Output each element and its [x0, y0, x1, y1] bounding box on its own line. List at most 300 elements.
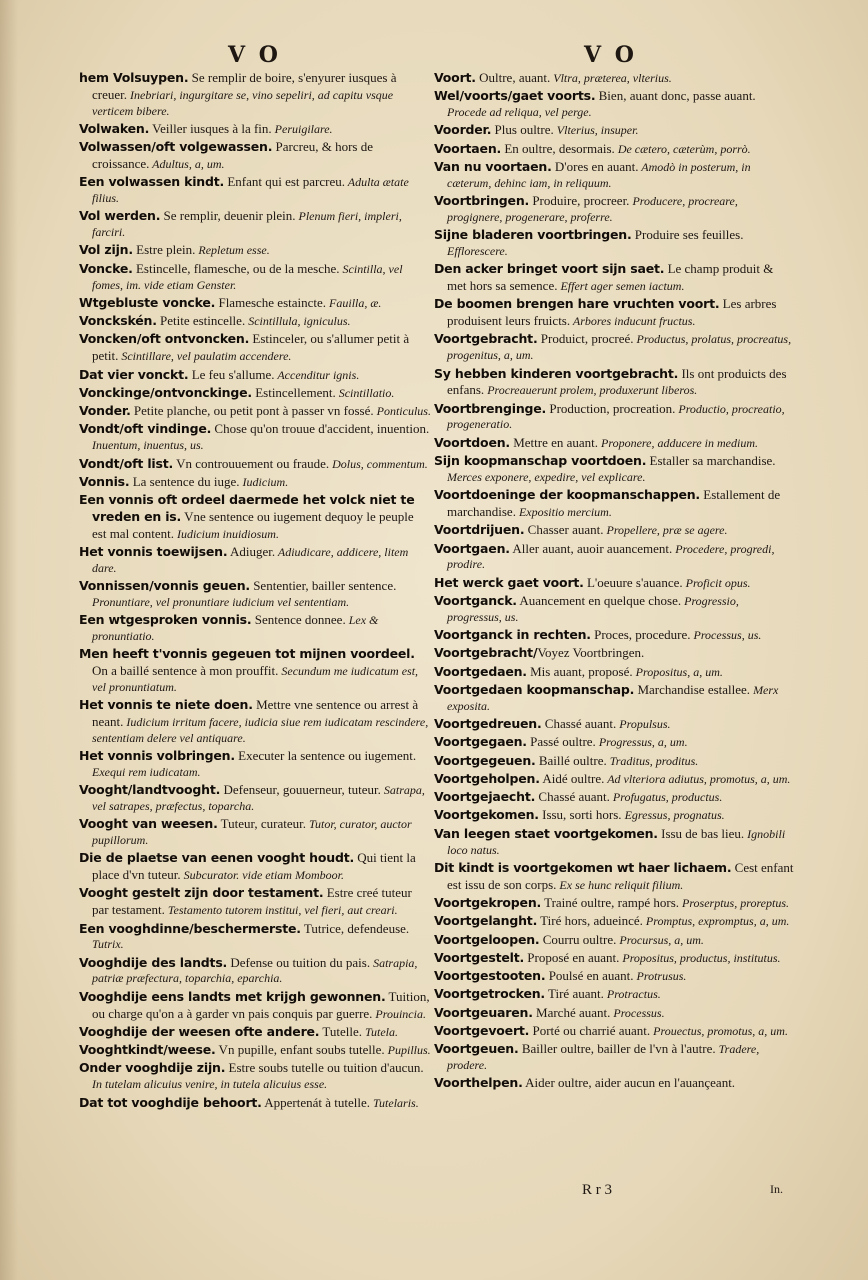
french-gloss: Plus oultre.: [491, 122, 554, 138]
latin-gloss: Propulsus.: [616, 716, 671, 731]
french-gloss: Estaller sa marchandise.: [646, 453, 776, 469]
french-gloss: Sententier, bailler sentence.: [249, 578, 397, 594]
french-gloss: Petite estincelle.: [156, 313, 246, 329]
dictionary-entry: [79, 646, 431, 695]
headword: Voorder.: [434, 122, 492, 138]
latin-gloss: Adiudicare, addicere, litem dare.: [92, 545, 409, 575]
french-gloss: Oultre, auant.: [475, 70, 551, 85]
latin-gloss: Procreauerunt prolem, produxerunt liberos.: [484, 383, 698, 398]
latin-gloss: Testamento tutorem institui, vel fieri, aut creari.: [164, 903, 398, 918]
latin-gloss: Ex se hunc reliquit filium.: [556, 877, 684, 892]
dictionary-entry: [434, 541, 796, 574]
french-gloss: Poulsé en auant.: [545, 968, 634, 984]
french-gloss: Production, procreation.: [546, 400, 676, 416]
dictionary-entry: [434, 159, 796, 192]
catchword: In.: [770, 1182, 783, 1196]
headword: Voortgebracht.: [434, 331, 538, 347]
latin-gloss: Expositio mercium.: [515, 504, 612, 519]
french-gloss: Veiller iusques à la fin.: [149, 120, 272, 136]
headword: Dit kindt is voortgekomen wt haer lichaem.: [434, 859, 732, 875]
headword: Een volwassen kindt.: [79, 174, 225, 190]
right-column: [434, 70, 796, 1094]
dictionary-entry: [79, 921, 431, 954]
dictionary-entry: [79, 474, 431, 491]
dictionary-entry: [79, 313, 431, 330]
dictionary-entry: [434, 401, 796, 434]
latin-gloss: Iudicium irritum facere, iudicia siue rem iudicatam rescindere, sententiam delere vel antiquare.: [92, 714, 429, 745]
latin-gloss: Accenditur ignis.: [274, 367, 360, 382]
french-gloss: Marchandise estallee.: [634, 681, 751, 697]
french-gloss: Produire ses feuilles.: [631, 227, 744, 243]
headword: Vooght van weesen.: [79, 816, 218, 832]
french-gloss: Adiuger.: [227, 544, 276, 560]
headword: Voortgejaecht.: [434, 789, 536, 805]
french-gloss: Aller auant, auoir auancement.: [509, 540, 673, 556]
dictionary-entry: [434, 932, 796, 949]
headword: Vonckinge/ontvonckinge.: [79, 384, 252, 400]
latin-gloss: Lex & pronuntiatio.: [92, 613, 379, 643]
latin-gloss: Tutor, curator, auctor pupillorum.: [92, 817, 412, 848]
headword: Van leegen staet voortgekomen.: [434, 825, 658, 841]
headword: Voortgekomen.: [434, 807, 539, 823]
french-gloss: Tiré hors, adueincé.: [537, 913, 643, 929]
french-gloss: Parcreu, & hors de croissance.: [92, 139, 373, 171]
headword: Een wtgesproken vonnis.: [79, 612, 252, 628]
french-gloss: Flamesche estaincte.: [215, 294, 327, 310]
dictionary-entry: [79, 1042, 431, 1059]
french-gloss: Les arbres produisent leurs fruicts.: [447, 296, 777, 329]
french-gloss: Issu de bas lieu.: [657, 825, 745, 841]
dictionary-entry: [434, 664, 796, 681]
latin-gloss: Promptus, expromptus, a, um.: [642, 914, 790, 929]
headword: Vooghtkindt/weese.: [79, 1042, 216, 1058]
latin-gloss: Iudicium inuidiosum.: [173, 526, 279, 541]
french-gloss: Defenseur, gouuerneur, tuteur.: [220, 782, 381, 798]
french-gloss: Le feu s'allume.: [188, 366, 275, 382]
dictionary-entry: [79, 816, 431, 849]
headword: Volwaken.: [79, 120, 150, 136]
latin-gloss: Tradere, prodere.: [447, 1042, 760, 1073]
latin-gloss: Scintilla, vel fomes, im. vide etiam Genster.: [92, 261, 403, 292]
french-gloss: Issu, sorti hors.: [538, 807, 622, 823]
french-gloss: Tutelle.: [319, 1023, 362, 1039]
dictionary-entry: [79, 261, 431, 294]
french-gloss: Aider oultre, aider aucun en l'auançeant.: [522, 1075, 736, 1091]
french-gloss: Se remplir de boire, s'enyurer iusques à creuer.: [92, 70, 397, 102]
headword: Het vonnis volbringen.: [79, 748, 235, 764]
latin-gloss: Merces exponere, expedire, vel explicare.: [447, 469, 646, 484]
french-gloss: Enfant qui est parcreu.: [224, 174, 345, 190]
latin-gloss: Tutrix.: [92, 937, 124, 952]
french-gloss: Auancement en quelque chose.: [516, 592, 682, 608]
latin-gloss: Profugatus, productus.: [609, 790, 723, 805]
dictionary-entry: [79, 174, 431, 207]
dictionary-entry: [79, 612, 431, 645]
headword: Vonnissen/vonnis geuen.: [79, 578, 250, 594]
left-column: [79, 70, 431, 1113]
headword: Sy hebben kinderen voortgebracht.: [434, 365, 679, 381]
latin-gloss: Satrapa, vel satrapes, præfectus, toparcha.: [92, 783, 425, 813]
headword: Die de plaetse van eenen vooght houdt.: [79, 850, 355, 866]
headword: Voncken/oft ontvoncken.: [79, 331, 250, 347]
french-gloss: Tiré auant.: [544, 986, 604, 1002]
headword: Vondt/oft vindinge.: [79, 421, 212, 437]
latin-gloss: Vlterius, insuper.: [553, 123, 639, 138]
headword: Het vonnis toewijsen.: [79, 544, 228, 560]
latin-gloss: Effert ager semen iactum.: [557, 279, 685, 294]
headword: Voortgestelt.: [434, 949, 525, 965]
latin-gloss: Exequi rem iudicatam.: [92, 764, 201, 779]
headword: Dat tot vooghdije behoort.: [79, 1094, 262, 1110]
french-gloss: Aidé oultre.: [539, 770, 605, 786]
headword: Voortganck in rechten.: [434, 627, 591, 642]
headword: Vooght gestelt zijn door testament.: [79, 885, 324, 901]
latin-gloss: Inuentum, inuentus, us.: [92, 438, 204, 453]
french-gloss: Qui tient la place d'vn tuteur.: [92, 850, 416, 883]
latin-gloss: Propositus, a, um.: [632, 664, 723, 679]
headword: Onder vooghdije zijn.: [79, 1060, 226, 1076]
dictionary-entry: [79, 403, 431, 420]
french-gloss: Trainé oultre, rampé hors.: [541, 894, 679, 910]
dictionary-entry: [79, 456, 431, 473]
latin-gloss: Vltra, præterea, vlterius.: [550, 71, 672, 85]
french-gloss: Se remplir, deuenir plein.: [160, 208, 296, 224]
headword: Voortgeholpen.: [434, 770, 540, 786]
dictionary-entry: [79, 544, 431, 577]
latin-gloss: Subcurator. vide etiam Momboor.: [180, 868, 344, 883]
latin-gloss: Ad vlteriora adiutus, promotus, a, um.: [604, 771, 791, 786]
dictionary-entry: [79, 331, 431, 365]
dictionary-entry: [434, 860, 796, 894]
dictionary-entry: [434, 487, 796, 521]
dictionary-entry: [79, 367, 431, 384]
headword: Vol werden.: [79, 208, 161, 224]
headword: Voortbrenginge.: [434, 400, 547, 416]
dictionary-entry: [434, 122, 796, 139]
french-gloss: Petite planche, ou petit pont à passer vn fossé.: [130, 403, 374, 419]
headword: Vooghdije eens landts met krijgh gewonnen.: [79, 988, 386, 1004]
french-gloss: Tuteur, curateur.: [217, 816, 306, 832]
latin-gloss: Adulta ætate filius.: [92, 175, 409, 206]
dictionary-entry: [434, 88, 796, 121]
french-gloss: La sentence du iuge.: [129, 473, 240, 489]
latin-gloss: Propositus, productus, institutus.: [619, 950, 781, 965]
dictionary-entry: [79, 492, 431, 542]
latin-gloss: Processus.: [610, 1005, 665, 1020]
latin-gloss: Satrapia, patriæ præfectura, toparchia, eparchia.: [92, 955, 418, 986]
headword: Vonnis.: [79, 473, 130, 489]
headword: Voort.: [434, 70, 476, 85]
dictionary-entry: [79, 1095, 431, 1112]
headword: Sijne bladeren voortbringen.: [434, 227, 632, 243]
french-gloss: Tuition, ou charge qu'on a à garder vn pais conquis par guerre.: [92, 988, 430, 1021]
french-gloss: Courru oultre.: [539, 931, 617, 947]
latin-gloss: Propellere, præ se agere.: [603, 523, 728, 538]
dictionary-entry: [434, 1075, 796, 1092]
headword: Wel/voorts/gaet voorts.: [434, 88, 596, 104]
latin-gloss: Adultus, a, um.: [149, 156, 225, 171]
headword: Voortgestooten.: [434, 968, 546, 984]
latin-gloss: Processus, us.: [690, 628, 762, 642]
french-gloss: Marché auant.: [532, 1004, 611, 1020]
french-gloss: Baillé oultre.: [535, 752, 607, 768]
dictionary-entry: [434, 895, 796, 912]
dictionary-entry: [434, 435, 796, 452]
french-gloss: Produire, procreer.: [529, 193, 630, 209]
latin-gloss: Procursus, a, um.: [616, 932, 704, 947]
headword: Vooghdije des landts.: [79, 954, 228, 970]
latin-gloss: Arbores inducunt fructus.: [570, 314, 696, 329]
headword: Vondt/oft list.: [79, 455, 174, 471]
latin-gloss: Pupillus.: [384, 1043, 431, 1058]
french-gloss: Voyez Voortbringen.: [537, 645, 645, 661]
latin-gloss: Ignobili loco natus.: [447, 826, 786, 857]
french-gloss: Sentence donnee.: [251, 612, 346, 628]
headword: Van nu voortaen.: [434, 158, 552, 174]
latin-gloss: Repletum esse.: [195, 243, 270, 258]
dictionary-entry: [434, 193, 796, 226]
dictionary-entry: [79, 782, 431, 815]
headword: Volwassen/oft volgewassen.: [79, 139, 273, 155]
dictionary-entry: [79, 850, 431, 884]
dictionary-entry: [434, 593, 796, 626]
headword: Voortganck.: [434, 592, 517, 608]
headword: Een vooghdinne/beschermerste.: [79, 920, 301, 936]
french-gloss: Vn pupille, enfant soubs tutelle.: [215, 1042, 385, 1058]
french-gloss: Bailler oultre, bailler de l'vn à l'autre.: [518, 1041, 716, 1057]
french-gloss: Estre soubs tutelle ou tuition d'aucun.: [225, 1060, 424, 1076]
dictionary-entry: [434, 522, 796, 539]
latin-gloss: De cætero, cæterùm, porrò.: [614, 141, 751, 156]
dictionary-entry: [434, 807, 796, 824]
french-gloss: Chassé auant.: [535, 789, 610, 805]
french-gloss: Passé oultre.: [526, 734, 596, 750]
french-gloss: On a baillé sentence à mon prouffit.: [92, 663, 279, 679]
latin-gloss: Proficit opus.: [682, 575, 751, 590]
latin-gloss: Protrusus.: [633, 969, 687, 984]
signature-mark: R r 3: [582, 1182, 612, 1198]
latin-gloss: Dolus, commentum.: [329, 456, 428, 471]
french-gloss: Cest enfant est issu de son corps.: [447, 859, 794, 892]
headword: Vonckskén.: [79, 313, 157, 329]
dictionary-entry: [434, 1005, 796, 1022]
headword: Voortgeuaren.: [434, 1004, 533, 1020]
dictionary-entry: [434, 950, 796, 967]
french-gloss: L'oeuure s'auance.: [583, 574, 683, 590]
latin-gloss: Fauilla, æ.: [326, 295, 382, 310]
dictionary-entry: [79, 208, 431, 241]
french-gloss: Tutrice, defendeuse.: [300, 920, 410, 936]
dictionary-entry: [79, 121, 431, 138]
dictionary-entry: [434, 331, 796, 364]
headword: De boomen brengen hare vruchten voort.: [434, 296, 720, 312]
binding-shadow: [0, 0, 18, 1280]
dictionary-entry: [79, 70, 431, 119]
dictionary-entry: [434, 227, 796, 260]
latin-gloss: Plenum fieri, impleri, farciri.: [92, 209, 402, 240]
headword: Voortdoeninge der koopmanschappen.: [434, 487, 700, 503]
latin-gloss: Inebriari, ingurgitare se, vino sepeliri, ad capitu vsque verticem bibere.: [92, 87, 394, 118]
dictionary-entry: [434, 1041, 796, 1074]
header-right: V O: [584, 42, 637, 68]
french-gloss: Mis auant, proposé.: [526, 663, 633, 679]
headword: Voortgebracht/: [434, 645, 538, 661]
french-gloss: Estincellement.: [251, 384, 336, 400]
headword: Vonder.: [79, 403, 131, 419]
latin-gloss: Pronuntiare, vel pronuntiare iudicium vel sententiam.: [92, 594, 350, 609]
headword: Voortdoen.: [434, 434, 510, 450]
latin-gloss: Progressus, a, um.: [595, 735, 688, 750]
french-gloss: Vn controuuement ou fraude.: [173, 455, 330, 471]
latin-gloss: Procede ad reliqua, vel perge.: [447, 105, 592, 120]
french-gloss: Mettre en auant.: [509, 434, 599, 450]
french-gloss: Produict, procreé.: [537, 331, 634, 347]
headword: Voortaen.: [434, 140, 502, 156]
latin-gloss: Amodò in posterum, in cæterum, dehinc iam, in reliquum.: [447, 159, 751, 190]
dictionary-entry: [434, 716, 796, 733]
dictionary-entry: [434, 575, 796, 592]
latin-gloss: Egressus, prognatus.: [621, 808, 725, 823]
headword: Het werck gaet voort.: [434, 574, 584, 590]
latin-gloss: Proserptus, proreptus.: [679, 895, 790, 910]
dictionary-entry: [434, 453, 796, 486]
headword: Voortdrijuen.: [434, 522, 525, 538]
latin-gloss: Secundum me iudicatum est, vel pronuntiatum.: [92, 664, 419, 694]
headword: Voortgedaen koopmanschap.: [434, 681, 635, 697]
headword: Dat vier vonckt.: [79, 366, 189, 382]
dictionary-entry: [79, 295, 431, 312]
latin-gloss: Scintillare, vel paulatim accendere.: [118, 349, 292, 364]
latin-gloss: Ponticulus.: [373, 404, 431, 419]
dictionary-entry: [434, 771, 796, 788]
headword: Men heeft t'vonnis gegeuen tot mijnen voordeel.: [79, 646, 415, 662]
french-gloss: Estre creé tuteur par testament.: [92, 885, 412, 918]
latin-gloss: Productio, procreatio, progeneratio.: [447, 401, 785, 432]
headword: Voortgeuen.: [434, 1041, 519, 1057]
dictionary-entry: [434, 826, 796, 859]
latin-gloss: In tutelam alicuius venire, in tutela alicuius esse.: [92, 1077, 328, 1092]
french-gloss: Estre plein.: [132, 242, 196, 258]
french-gloss: Chassé auant.: [541, 715, 617, 731]
headword: Voncke.: [79, 260, 133, 276]
headword: Voortgedaen.: [434, 663, 527, 679]
french-gloss: Chose qu'on trouue d'accident, inuention.: [211, 421, 430, 437]
latin-gloss: Merx exposita.: [447, 682, 779, 713]
headword: Voortgetrocken.: [434, 986, 545, 1002]
headword: Voortbringen.: [434, 193, 530, 209]
headword: Voortgaen.: [434, 540, 510, 556]
french-gloss: D'ores en auant.: [551, 158, 639, 174]
dictionary-entry: [79, 421, 431, 454]
headword: Vooghdije der weesen ofte andere.: [79, 1023, 320, 1039]
headword: Sijn koopmanschap voortdoen.: [434, 453, 647, 469]
latin-gloss: Iudicium.: [239, 474, 289, 489]
french-gloss: Proposé en auant.: [524, 949, 620, 965]
dictionary-entry: [434, 734, 796, 751]
french-gloss: Defense ou tuition du pais.: [227, 954, 371, 970]
french-gloss: Vne sentence ou iugement dequoy le peuple est mal content.: [92, 508, 414, 541]
french-gloss: Estincelle, flamesche, ou de la mesche.: [132, 260, 340, 276]
dictionary-entry: [434, 645, 796, 662]
headword: Voorthelpen.: [434, 1075, 523, 1091]
french-gloss: Appertenát à tutelle.: [261, 1094, 371, 1110]
latin-gloss: Protractus.: [603, 987, 661, 1002]
dictionary-entry: [434, 366, 796, 400]
dictionary-entry: [434, 968, 796, 985]
french-gloss: Proces, procedure.: [590, 627, 691, 642]
header-left: V O: [228, 42, 281, 68]
latin-gloss: Tutela.: [361, 1024, 398, 1039]
latin-gloss: Peruigilare.: [271, 121, 333, 136]
french-gloss: Porté ou charrié auant.: [529, 1023, 651, 1039]
dictionary-entry: [79, 1024, 431, 1041]
dictionary-entry: [434, 261, 796, 295]
latin-gloss: Prouincia.: [372, 1006, 426, 1021]
latin-gloss: Scintillula, igniculus.: [245, 314, 351, 329]
dictionary-entry: [79, 385, 431, 402]
latin-gloss: Productus, prolatus, procreatus, progenitus, a, um.: [447, 332, 792, 363]
dictionary-entry: [434, 627, 796, 644]
headword: Voortgekropen.: [434, 894, 542, 910]
french-gloss: Bien, auant donc, passe auant.: [595, 88, 756, 104]
dictionary-entry: [79, 1060, 431, 1093]
latin-gloss: Procedere, progredi, prodire.: [447, 541, 775, 572]
page-footer: [0, 1182, 868, 1202]
french-gloss: Chasser auant.: [524, 522, 604, 538]
latin-gloss: Progressio, progressus, us.: [447, 593, 739, 624]
french-gloss: Mettre vne sentence ou arrest à neant.: [92, 697, 419, 729]
headword: Een vonnis oft ordeel daermede het volck niet te vreden en is.: [79, 492, 415, 524]
headword: Vooght/landtvooght.: [79, 782, 221, 798]
latin-gloss: Scintillatio.: [335, 385, 395, 400]
latin-gloss: Prouectus, promotus, a, um.: [650, 1024, 788, 1039]
dictionary-entry: [434, 1023, 796, 1040]
dictionary-entry: [79, 955, 431, 988]
dictionary-entry: [79, 989, 431, 1023]
dictionary-entry: [434, 986, 796, 1003]
running-header: [0, 42, 868, 68]
dictionary-entry: [434, 753, 796, 770]
dictionary-entry: [79, 748, 431, 781]
headword: hem Volsuypen.: [79, 70, 189, 85]
dictionary-entry: [434, 913, 796, 930]
headword: Voortgelanght.: [434, 913, 538, 929]
dictionary-entry: [434, 141, 796, 158]
french-gloss: Le champ produit & met hors sa semence.: [447, 261, 774, 294]
latin-gloss: Proponere, adducere in medium.: [598, 435, 759, 450]
french-gloss: Estallement de marchandise.: [447, 487, 781, 519]
latin-gloss: Traditus, proditus.: [606, 753, 699, 768]
headword: Voortgeloopen.: [434, 931, 540, 947]
latin-gloss: Efflorescere.: [447, 243, 508, 258]
french-gloss: Ils ont produicts des enfans.: [447, 365, 787, 398]
dictionary-entry: [79, 139, 431, 173]
headword: Voortgedreuen.: [434, 715, 542, 731]
headword: Het vonnis te niete doen.: [79, 697, 253, 713]
dictionary-entry: [434, 789, 796, 806]
latin-gloss: Producere, procreare, progignere, progenerare, proferre.: [447, 194, 738, 224]
dictionary-entry: [79, 242, 431, 259]
dictionary-entry: [434, 296, 796, 330]
french-gloss: En oultre, desormais.: [501, 140, 615, 156]
dictionary-entry: [79, 885, 431, 919]
headword: Voortgegeuen.: [434, 752, 536, 768]
dictionary-entry: [79, 697, 431, 746]
headword: Voortgegaen.: [434, 734, 527, 750]
dictionary-entry: [434, 70, 796, 87]
headword: Voortgevoert.: [434, 1023, 530, 1039]
headword: Wtgebluste voncke.: [79, 294, 216, 310]
